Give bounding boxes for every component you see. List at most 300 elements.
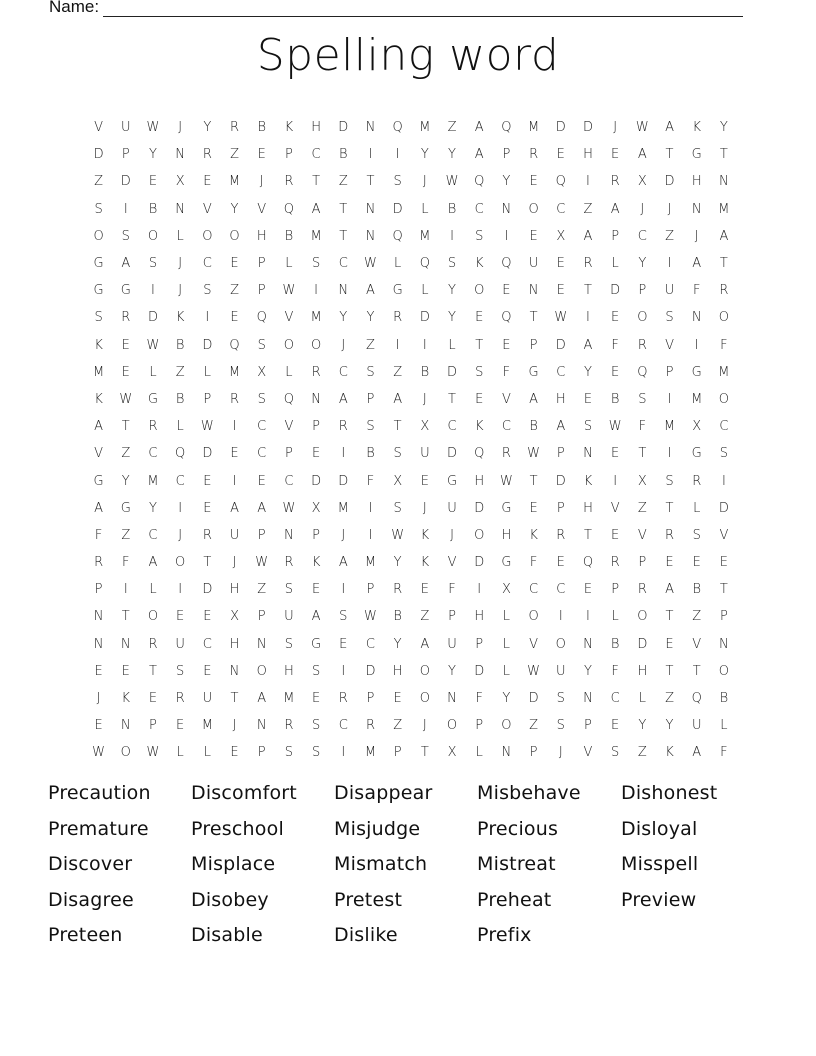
grid-letter: I (477, 582, 482, 598)
grid-letter: I (558, 609, 563, 625)
grid-letter: M (419, 228, 431, 244)
grid-letter: V (719, 527, 729, 543)
grid-letter: Y (502, 691, 511, 707)
grid-letter: T (665, 663, 674, 679)
grid-letter: C (501, 419, 511, 435)
grid-letter: Q (175, 446, 186, 462)
word-list-item: Dislike (334, 924, 398, 946)
grid-letter: Q (283, 391, 295, 407)
grid-letter: E (665, 636, 674, 652)
grid-letter: J (341, 337, 346, 353)
grid-letter: N (256, 718, 267, 734)
grid-letter: G (120, 283, 131, 299)
grid-letter: P (475, 636, 484, 652)
name-line (103, 1, 743, 17)
grid-letter: P (366, 582, 375, 598)
grid-letter: X (393, 473, 403, 489)
grid-letter: I (667, 446, 672, 462)
grid-letter: Z (637, 500, 647, 516)
grid-letter: D (637, 636, 648, 652)
word-list-item: Disagree (48, 888, 134, 911)
grid-letter: E (556, 283, 565, 299)
grid-letter: C (719, 419, 729, 435)
grid-letter: N (365, 120, 376, 136)
grid-letter: B (175, 391, 185, 407)
grid-letter: C (257, 419, 267, 435)
grid-letter: S (284, 745, 294, 761)
grid-letter: E (176, 718, 185, 734)
grid-letter: G (691, 364, 702, 380)
grid-letter: T (719, 147, 728, 163)
grid-letter: U (691, 718, 702, 734)
grid-letter: L (394, 256, 402, 272)
grid-letter: K (474, 419, 484, 435)
grid-letter: T (448, 391, 456, 407)
grid-letter: M (718, 201, 730, 217)
grid-letter: O (528, 609, 539, 625)
grid-letter: E (719, 555, 729, 571)
grid-letter: H (583, 147, 593, 163)
grid-letter: C (338, 256, 348, 272)
grid-letter: F (638, 419, 647, 435)
grid-letter: Q (582, 555, 594, 571)
grid-letter: N (447, 691, 457, 707)
grid-letter: Q (501, 120, 512, 136)
grid-letter: J (450, 527, 454, 543)
grid-letter: A (637, 147, 647, 163)
grid-letter: M (663, 419, 676, 435)
grid-letter: C (556, 582, 566, 598)
grid-letter: D (582, 120, 593, 136)
grid-letter: P (121, 147, 130, 163)
grid-letter: C (148, 446, 158, 462)
grid-letter: C (148, 527, 158, 543)
word-list-item: Precaution (48, 782, 151, 804)
grid-letter: E (692, 555, 701, 571)
grid-letter: E (203, 500, 212, 516)
grid-letter: X (637, 174, 647, 190)
grid-letter: A (338, 391, 348, 407)
grid-letter: E (611, 718, 620, 734)
grid-letter: O (202, 228, 213, 244)
grid-letter: I (422, 337, 427, 353)
grid-letter: H (311, 120, 321, 136)
grid-letter: M (228, 174, 241, 190)
grid-letter: Z (529, 718, 539, 734)
grid-letter: M (228, 364, 241, 380)
grid-letter: A (556, 419, 566, 435)
word-list-item: Precious (477, 817, 559, 840)
grid-letter: H (637, 663, 648, 679)
grid-letter: J (422, 718, 427, 734)
grid-letter: R (284, 718, 294, 734)
grid-letter: C (365, 636, 375, 652)
grid-letter: Z (121, 446, 131, 462)
grid-letter: D (664, 174, 675, 190)
grid-letter: J (178, 283, 183, 299)
grid-letter: V (284, 419, 294, 435)
grid-letter: I (178, 582, 183, 598)
grid-letter: D (202, 582, 213, 598)
grid-letter: J (178, 527, 183, 543)
grid-letter: A (121, 256, 131, 272)
word-list-item: Prefix (477, 924, 532, 946)
grid-letter: A (719, 228, 729, 244)
grid-letter: Y (148, 500, 157, 516)
grid-letter: P (611, 228, 620, 244)
grid-letter: R (637, 337, 647, 353)
grid-letter: E (230, 310, 239, 326)
grid-letter: E (556, 147, 565, 163)
grid-letter: P (149, 718, 157, 734)
grid-letter: M (92, 364, 105, 380)
grid-letter: O (528, 201, 539, 217)
grid-letter: L (285, 364, 293, 380)
grid-letter: C (556, 201, 566, 217)
grid-letter: R (393, 582, 403, 598)
grid-letter: S (475, 364, 484, 380)
grid-letter: I (205, 310, 210, 326)
grid-letter: U (447, 500, 457, 516)
grid-letter: J (422, 391, 427, 407)
grid-letter: K (284, 120, 294, 136)
grid-letter: I (586, 609, 590, 625)
grid-letter: I (151, 283, 155, 299)
grid-letter: G (691, 446, 702, 462)
grid-letter: A (338, 555, 348, 571)
grid-letter: U (420, 446, 430, 462)
grid-letter: W (255, 555, 269, 571)
grid-letter: I (613, 473, 618, 489)
word-list-item: Preheat (477, 888, 552, 911)
grid-letter: E (420, 582, 429, 598)
grid-letter: Z (393, 718, 403, 734)
grid-letter: P (366, 391, 375, 407)
grid-letter: S (148, 256, 158, 272)
grid-letter: O (474, 527, 485, 543)
grid-letter: R (230, 120, 240, 136)
grid-letter: M (718, 364, 730, 380)
grid-letter: I (368, 500, 373, 516)
grid-letter: A (610, 201, 620, 217)
grid-letter: X (447, 745, 457, 761)
grid-letter: E (529, 500, 538, 516)
grid-letter: O (147, 228, 159, 244)
grid-letter: G (120, 500, 131, 516)
grid-letter: E (611, 446, 620, 462)
grid-letter: F (502, 364, 511, 380)
grid-letter: G (93, 256, 104, 272)
grid-letter: F (529, 555, 538, 571)
word-list-item: Premature (48, 817, 149, 840)
grid-letter: Y (420, 147, 429, 163)
grid-letter: Y (203, 120, 212, 136)
grid-letter: D (392, 201, 403, 217)
grid-letter: H (392, 663, 403, 679)
grid-letter: R (202, 527, 212, 543)
grid-letter: O (718, 663, 730, 679)
grid-letter: R (556, 527, 566, 543)
grid-letter: E (94, 663, 103, 679)
grid-letter: R (284, 555, 294, 571)
grid-letter: J (667, 201, 672, 217)
grid-letter: H (256, 228, 267, 244)
grid-letter: W (499, 473, 513, 489)
grid-letter: Q (392, 120, 403, 136)
grid-letter: K (175, 310, 185, 326)
grid-letter: D (93, 147, 104, 163)
grid-letter: Y (448, 147, 456, 163)
grid-letter: F (720, 337, 728, 353)
grid-letter: J (422, 174, 427, 190)
grid-letter: N (311, 391, 321, 407)
grid-letter: E (230, 745, 239, 761)
grid-letter: A (665, 582, 674, 598)
grid-letter: I (341, 446, 346, 462)
grid-letter: K (665, 745, 674, 761)
grid-letter: P (257, 527, 266, 543)
grid-letter: D (338, 120, 349, 136)
grid-letter: A (311, 201, 321, 217)
grid-letter: T (148, 663, 157, 679)
grid-letter: K (311, 555, 321, 571)
grid-letter: R (719, 283, 729, 299)
grid-letter: E (311, 691, 321, 707)
grid-letter: R (338, 691, 348, 707)
grid-letter: P (366, 691, 375, 707)
grid-letter: L (285, 256, 293, 272)
grid-letter: B (339, 147, 348, 163)
name-row (49, 0, 743, 17)
grid-letter: O (419, 691, 430, 707)
grid-letter: K (420, 555, 430, 571)
grid-letter: L (502, 609, 511, 625)
word-list-item: Mismatch (334, 853, 428, 875)
grid-letter: D (610, 283, 621, 299)
grid-letter: E (611, 310, 620, 326)
grid-letter: T (583, 283, 592, 299)
grid-letter: V (284, 310, 294, 326)
grid-letter: O (501, 718, 512, 734)
word-list-item: Disobey (191, 888, 269, 911)
grid-letter: A (692, 256, 702, 272)
grid-letter: S (257, 337, 266, 353)
grid-letter: I (341, 745, 346, 761)
grid-letter: N (284, 527, 294, 543)
grid-letter: M (691, 391, 703, 407)
grid-letter: Q (691, 691, 702, 707)
grid-letter: D (718, 500, 729, 516)
grid-letter: P (203, 391, 212, 407)
grid-letter: Z (692, 609, 702, 625)
grid-letter: Z (447, 120, 457, 136)
grid-letter: E (475, 391, 484, 407)
grid-letter: W (554, 310, 568, 326)
grid-letter: R (583, 256, 593, 272)
word-list-item: Mistreat (477, 853, 556, 875)
grid-letter: H (229, 636, 240, 652)
grid-letter: Y (448, 310, 456, 326)
grid-letter: Q (256, 310, 267, 326)
grid-letter: C (175, 473, 185, 489)
grid-letter: L (176, 745, 184, 761)
word-search-grid (85, 114, 738, 767)
word-list-item: Preschool (191, 817, 284, 840)
grid-letter: S (311, 745, 321, 761)
grid-letter: M (283, 691, 295, 707)
grid-letter: M (147, 473, 159, 489)
grid-letter: A (257, 691, 267, 707)
grid-letter: J (341, 527, 346, 543)
grid-letter: D (365, 663, 376, 679)
grid-letter: X (420, 419, 430, 435)
grid-letter: F (122, 555, 130, 571)
grid-letter: O (310, 337, 322, 353)
grid-letter: W (527, 446, 541, 462)
grid-letter: P (257, 609, 266, 625)
grid-letter: R (529, 147, 539, 163)
grid-letter: W (608, 419, 622, 435)
grid-letter: A (692, 745, 702, 761)
grid-letter: W (92, 745, 106, 761)
grid-letter: B (420, 364, 430, 380)
grid-letter: Y (393, 555, 402, 571)
grid-letter: P (448, 609, 456, 625)
grid-letter: G (691, 147, 702, 163)
grid-letter: O (637, 609, 648, 625)
grid-letter: A (474, 120, 484, 136)
grid-letter: L (203, 745, 211, 761)
grid-letter: I (178, 500, 183, 516)
grid-letter: G (93, 283, 104, 299)
grid-letter: E (148, 174, 158, 190)
grid-letter: M (364, 555, 377, 571)
grid-letter: U (121, 120, 131, 136)
grid-letter: E (583, 582, 593, 598)
grid-letter: Z (257, 582, 267, 598)
grid-letter: L (693, 500, 701, 516)
grid-letter: D (311, 473, 322, 489)
grid-letter: J (640, 201, 645, 217)
grid-letter: C (556, 364, 566, 380)
grid-letter: X (501, 582, 511, 598)
grid-letter: P (665, 364, 674, 380)
grid-letter: T (529, 310, 538, 326)
grid-letter: E (230, 446, 239, 462)
grid-letter: X (175, 174, 185, 190)
grid-letter: D (202, 337, 213, 353)
grid-letter: A (583, 228, 593, 244)
grid-letter: S (257, 391, 266, 407)
grid-letter: X (556, 228, 566, 244)
grid-letter: V (501, 391, 511, 407)
grid-letter: Z (94, 174, 104, 190)
grid-letter: J (259, 174, 264, 190)
grid-letter: E (502, 337, 511, 353)
grid-letter: G (501, 500, 512, 516)
grid-letter: B (393, 609, 402, 625)
grid-letter: T (475, 337, 484, 353)
grid-letter: T (312, 174, 321, 190)
grid-letter: E (311, 582, 321, 598)
grid-letter: W (282, 500, 296, 516)
grid-letter: E (420, 473, 429, 489)
page-title: Spelling word (256, 30, 560, 81)
grid-letter: L (475, 745, 483, 761)
grid-letter: E (203, 609, 212, 625)
grid-letter: E (257, 147, 266, 163)
grid-letter: Y (230, 201, 239, 217)
grid-letter: E (611, 527, 620, 543)
grid-letter: Y (393, 636, 402, 652)
grid-letter: S (311, 663, 321, 679)
grid-letter: I (123, 201, 128, 217)
grid-letter: L (176, 228, 184, 244)
grid-letter: Y (583, 663, 592, 679)
word-list-item: Disable (191, 924, 263, 946)
grid-letter: T (121, 419, 130, 435)
grid-letter: Y (448, 283, 456, 299)
grid-letter: R (202, 147, 212, 163)
grid-letter: H (474, 473, 485, 489)
grid-letter: N (365, 201, 376, 217)
grid-letter: D (474, 500, 485, 516)
grid-letter: R (637, 582, 647, 598)
grid-letter: R (230, 391, 240, 407)
grid-letter: B (610, 391, 620, 407)
grid-letter: P (257, 283, 266, 299)
grid-letter: V (610, 500, 620, 516)
grid-letter: Q (474, 174, 485, 190)
grid-letter: S (339, 609, 348, 625)
grid-letter: D (528, 691, 539, 707)
grid-letter: U (229, 527, 240, 543)
word-list-item: Disappear (334, 782, 433, 804)
grid-letter: Y (148, 147, 157, 163)
grid-letter: T (339, 201, 348, 217)
grid-letter: E (176, 609, 185, 625)
grid-letter: E (556, 555, 565, 571)
grid-letter: K (94, 337, 103, 353)
grid-letter: J (422, 500, 427, 516)
grid-letter: V (257, 201, 267, 217)
grid-letter: O (147, 609, 159, 625)
grid-letter: Z (366, 337, 375, 353)
grid-letter: V (529, 636, 539, 652)
grid-letter: O (637, 310, 648, 326)
grid-letter: I (504, 228, 509, 244)
grid-letter: V (665, 337, 674, 353)
grid-letter: O (718, 310, 730, 326)
grid-letter: S (611, 745, 620, 761)
grid-letter: D (447, 446, 458, 462)
grid-letter: S (665, 473, 674, 489)
grid-letter: R (148, 636, 158, 652)
grid-letter: D (555, 473, 566, 489)
grid-letter: Y (121, 473, 130, 489)
grid-letter: R (121, 310, 131, 326)
grid-letter: G (501, 555, 512, 571)
grid-letter: R (284, 174, 294, 190)
grid-letter: Y (583, 364, 592, 380)
grid-letter: Y (339, 310, 348, 326)
grid-letter: O (229, 228, 240, 244)
grid-letter: R (692, 473, 702, 489)
grid-letter: S (203, 283, 212, 299)
grid-letter: S (556, 718, 565, 734)
grid-letter: N (691, 201, 702, 217)
grid-letter: T (121, 609, 130, 625)
